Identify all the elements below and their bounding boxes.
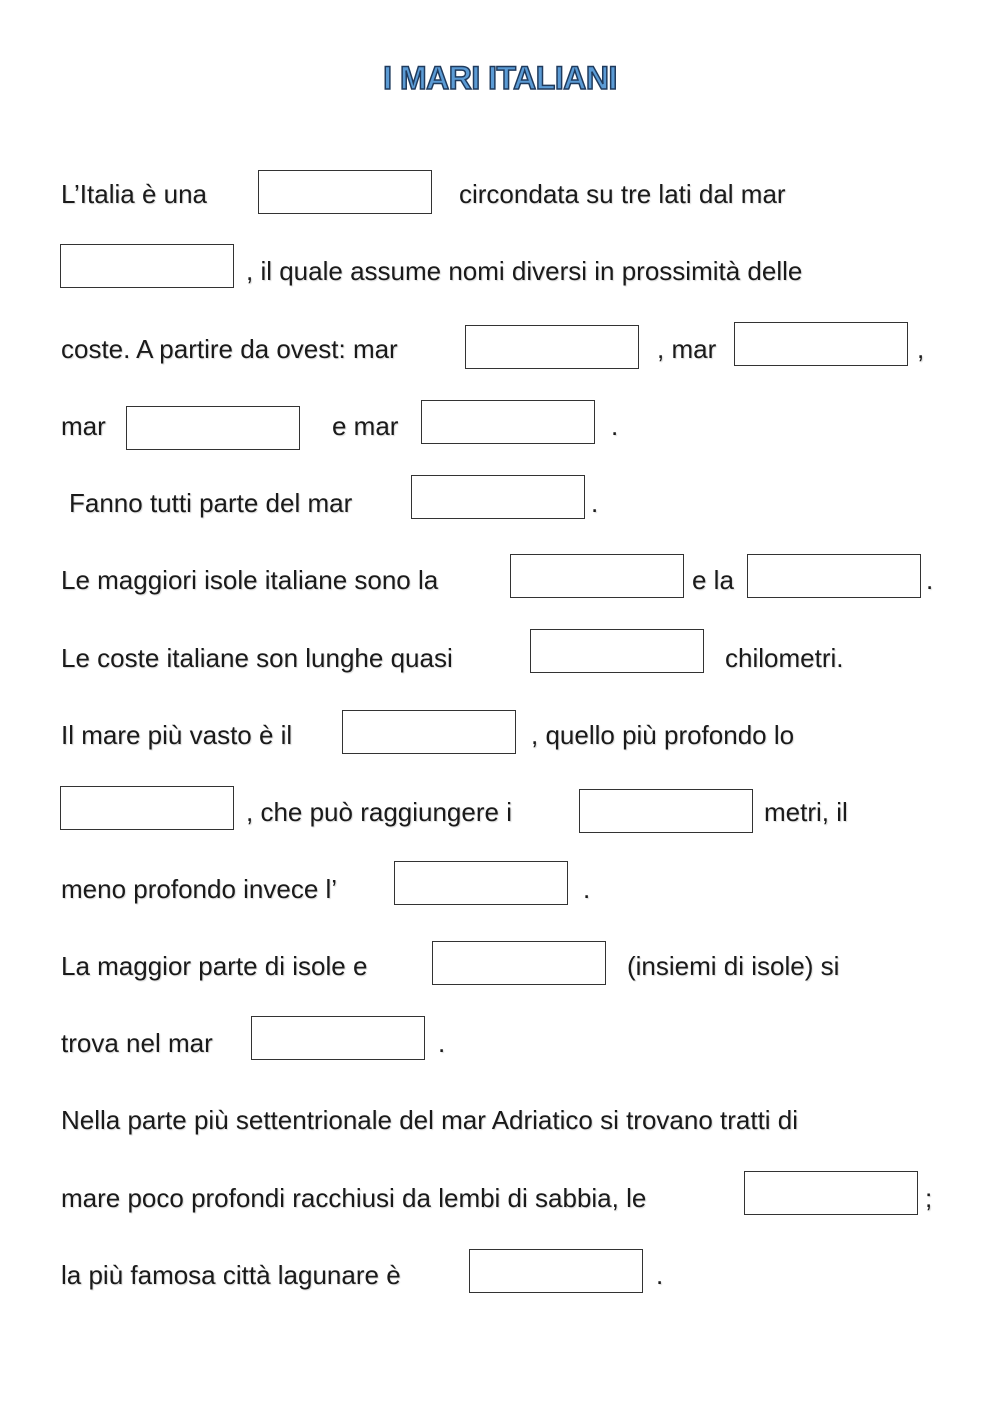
text-fragment: Fanno tutti parte del mar <box>69 488 353 518</box>
text-fragment: . <box>611 411 619 441</box>
text-fragment: La maggior parte di isole e <box>61 951 368 981</box>
answer-box-6[interactable] <box>421 400 595 444</box>
text-fragment: , <box>917 334 925 364</box>
answer-box-7[interactable] <box>411 475 585 519</box>
text-fragment: coste. A partire da ovest: mar <box>61 334 398 364</box>
text-fragment: trova nel mar <box>61 1028 213 1058</box>
text-fragment: Le coste italiane son lunghe quasi <box>61 643 453 673</box>
text-fragment: e mar <box>332 411 399 441</box>
text-fragment: la più famosa città lagunare è <box>61 1260 401 1290</box>
answer-box-1[interactable] <box>258 170 432 214</box>
answer-box-18[interactable] <box>469 1249 643 1293</box>
answer-box-5[interactable] <box>126 406 300 450</box>
text-fragment: chilometri. <box>725 643 844 673</box>
text-fragment: , il quale assume nomi diversi in prossimità delle <box>246 256 803 286</box>
text-fragment: . <box>438 1028 446 1058</box>
page-title: I MARI ITALIANI <box>383 60 617 96</box>
answer-box-9[interactable] <box>747 554 921 598</box>
answer-box-2[interactable] <box>60 244 234 288</box>
text-fragment: mar <box>61 411 106 441</box>
answer-box-10[interactable] <box>530 629 704 673</box>
text-fragment: . <box>656 1260 664 1290</box>
text-fragment: , che può raggiungere i <box>246 797 512 827</box>
text-fragment: metri, il <box>764 797 848 827</box>
text-fragment: , quello più profondo lo <box>531 720 795 750</box>
text-fragment: circondata su tre lati dal mar <box>459 179 786 209</box>
text-fragment: Il mare più vasto è il <box>61 720 293 750</box>
text-fragment: , mar <box>657 334 717 364</box>
text-fragment: meno profondo invece l’ <box>61 874 338 904</box>
answer-box-8[interactable] <box>510 554 684 598</box>
answer-box-13[interactable] <box>579 789 753 833</box>
text-fragment: ; <box>925 1183 933 1213</box>
answer-box-17[interactable] <box>744 1171 918 1215</box>
text-fragment: . <box>591 488 599 518</box>
answer-box-12[interactable] <box>60 786 234 830</box>
answer-box-3[interactable] <box>465 325 639 369</box>
text-fragment: Le maggiori isole italiane sono la <box>61 565 439 595</box>
answer-box-15[interactable] <box>432 941 606 985</box>
text-fragment: mare poco profondi racchiusi da lembi di sabbia, le <box>61 1183 647 1213</box>
answer-box-14[interactable] <box>394 861 568 905</box>
text-fragment: L’Italia è una <box>61 179 208 209</box>
text-fragment: Nella parte più settentrionale del mar Adriatico si trovano tratti di <box>61 1105 799 1135</box>
answer-box-11[interactable] <box>342 710 516 754</box>
answer-box-4[interactable] <box>734 322 908 366</box>
text-fragment: e la <box>692 565 734 595</box>
text-fragment: . <box>926 565 934 595</box>
answer-box-16[interactable] <box>251 1016 425 1060</box>
text-fragment: . <box>583 874 591 904</box>
text-fragment: (insiemi di isole) si <box>627 951 840 981</box>
